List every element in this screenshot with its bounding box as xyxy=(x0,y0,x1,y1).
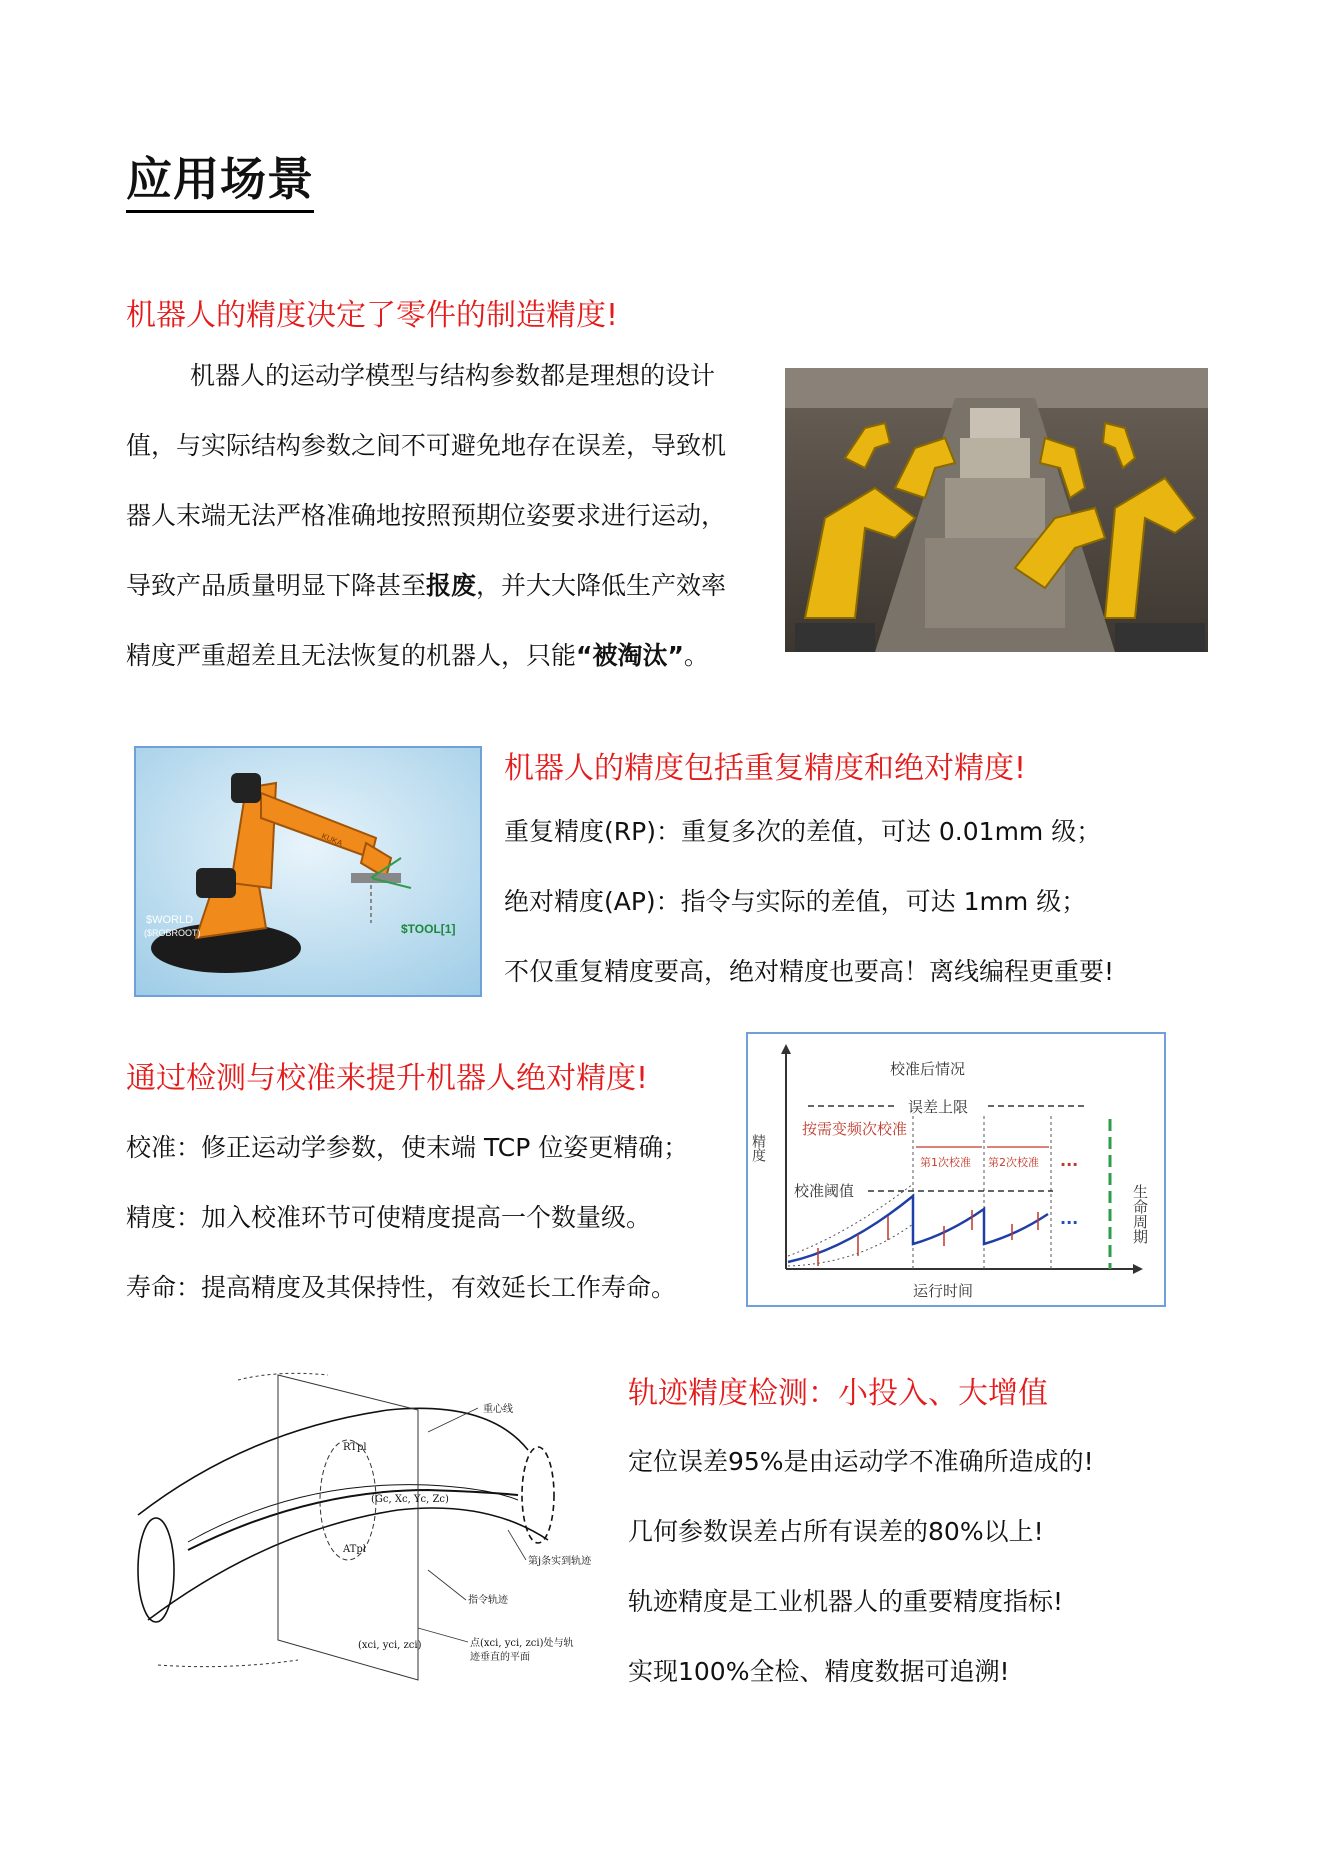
section1-line-1: 机器人的运动学模型与结构参数都是理想的设计 xyxy=(190,361,716,390)
section2-line-1: 重复精度(RP)：重复多次的差值，可达 0.01mm 级； xyxy=(504,817,1102,846)
x-axis-label: 运行时间 xyxy=(913,1282,974,1300)
page-title: 应用场景 xyxy=(126,150,314,213)
chart-dots-red: ... xyxy=(1060,1151,1079,1170)
section1-line-5 xyxy=(126,636,709,672)
freq-label: 按需变频次校准 xyxy=(802,1120,908,1138)
gc-label: (Gc, Xc, Yc, Zc) xyxy=(371,1494,449,1505)
centerline-label: 重心线 xyxy=(483,1404,513,1415)
chart-title: 校准后情况 xyxy=(890,1060,966,1078)
y-axis-label: 精度 xyxy=(750,1134,766,1162)
life-label: 生命周期 xyxy=(1131,1184,1149,1244)
line5-text: 精度严重超差且无法恢复的机器人，只能 xyxy=(126,641,577,670)
section2-line-3: 不仅重复精度要高，绝对精度也要高！离线编程更重要! xyxy=(504,957,1115,986)
section4-line-3: 轨迹精度是工业机器人的重要精度指标! xyxy=(628,1587,1064,1616)
section1-heading: 机器人的精度决定了零件的制造精度! xyxy=(126,298,619,333)
trajectory-diagram xyxy=(128,1370,598,1692)
threshold-label: 校准阈值 xyxy=(794,1182,855,1200)
factory-robots-photo xyxy=(785,368,1208,652)
kuka-robot-image xyxy=(134,746,482,997)
point-label: (xci, yci, zci) xyxy=(358,1640,422,1651)
calibration-chart xyxy=(746,1032,1166,1307)
section4-heading: 轨迹精度检测：小投入、大增值 xyxy=(628,1376,1048,1411)
section3-heading: 通过检测与校准来提升机器人绝对精度! xyxy=(126,1061,649,1096)
at-label: ATpl xyxy=(343,1544,366,1555)
line4-text-end: ，并大大降低生产效率 xyxy=(476,571,727,600)
line5-text-end: 。 xyxy=(683,641,709,670)
world-label: $WORLD xyxy=(146,914,194,926)
actual-trajectory-label: 第j条实到轨迹 xyxy=(528,1556,592,1567)
line4-text: 导致产品质量明显下降甚至 xyxy=(126,571,427,600)
tool-label: $TOOL[1] xyxy=(401,922,456,936)
command-trajectory-label: 指令轨迹 xyxy=(468,1595,508,1606)
brand-label: KUKA xyxy=(320,831,344,849)
section1-line-4 xyxy=(126,566,726,602)
section4-line-1: 定位误差95%是由运动学不准确所造成的! xyxy=(628,1447,1094,1476)
robroot-label: ($ROBROOT) xyxy=(144,928,201,938)
section3-line-1: 校准：修正运动学参数，使末端 TCP 位姿更精确； xyxy=(126,1133,689,1162)
section4-line-4: 实现100%全检、精度数据可追溯! xyxy=(628,1657,1010,1686)
section4-line-2: 几何参数误差占所有误差的80%以上! xyxy=(628,1517,1044,1546)
rt-label: RTpl xyxy=(343,1442,367,1453)
cal2-label: 第2次校准 xyxy=(988,1156,1039,1169)
plane-label-1: 点(xci, yci, zci)处与轨 xyxy=(470,1638,574,1649)
section2-heading: 机器人的精度包括重复精度和绝对精度! xyxy=(504,751,1027,786)
limit-label: 误差上限 xyxy=(908,1098,969,1116)
section2-line-2: 绝对精度(AP)：指令与实际的差值，可达 1mm 级； xyxy=(504,887,1087,916)
section3-line-3: 寿命：提高精度及其保持性，有效延长工作寿命。 xyxy=(126,1273,677,1302)
section1-line-2: 值，与实际结构参数之间不可避免地存在误差，导致机 xyxy=(126,431,727,460)
chart-dots-blue: ... xyxy=(1060,1209,1079,1228)
section1-line-3: 器人末端无法严格准确地按照预期位姿要求进行运动， xyxy=(126,501,727,530)
plane-label-2: 迹垂直的平面 xyxy=(470,1652,530,1663)
scrap-bold: 报废 xyxy=(426,571,477,600)
cal1-label: 第1次校准 xyxy=(920,1156,971,1169)
section3-line-2: 精度：加入校准环节可使精度提高一个数量级。 xyxy=(126,1203,652,1232)
eliminated-bold: “被淘汰” xyxy=(576,641,684,670)
